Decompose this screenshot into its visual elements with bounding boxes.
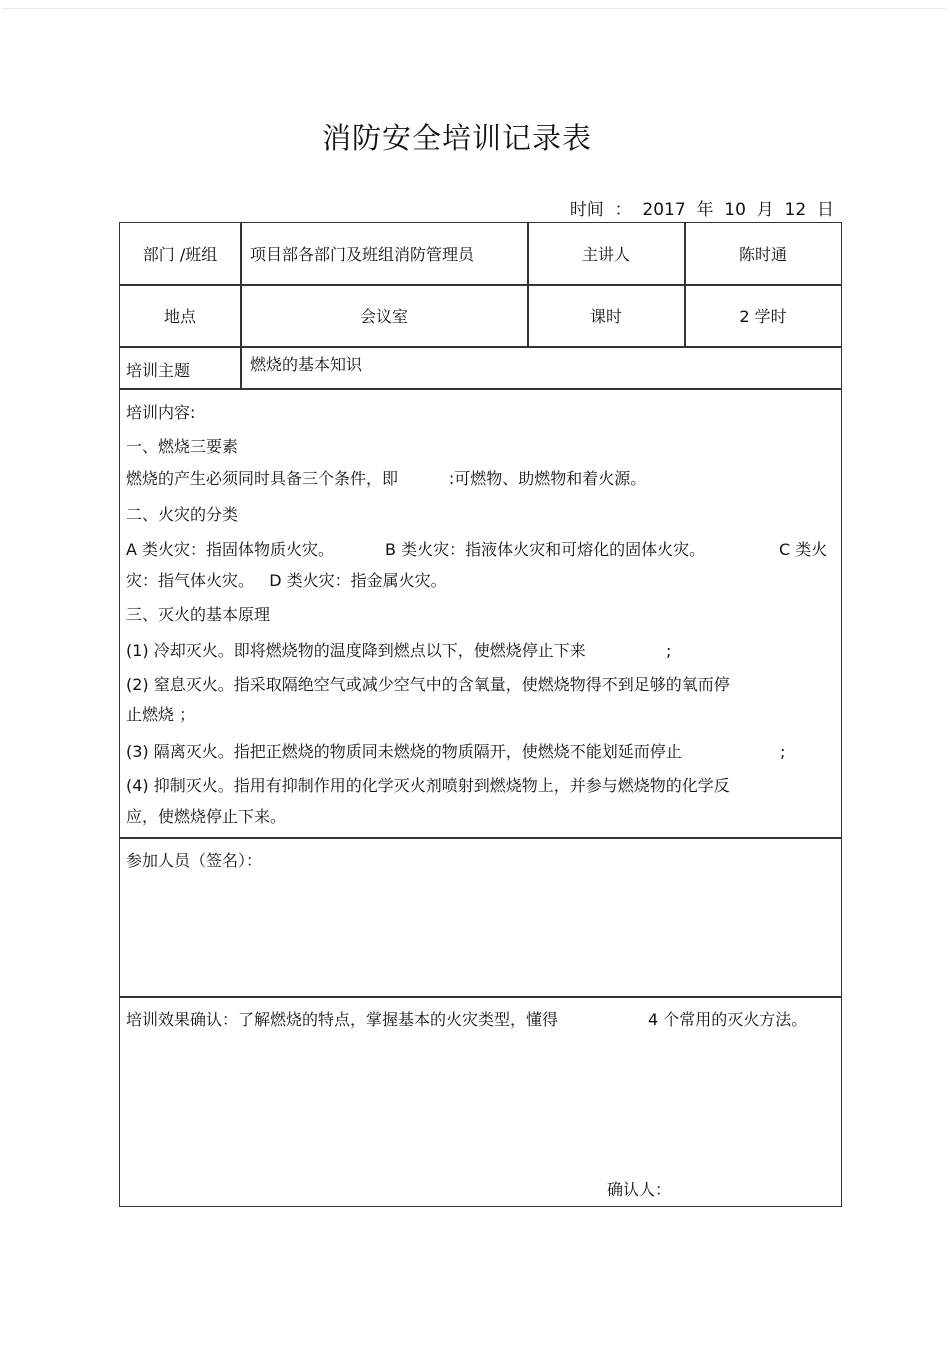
principle-3-end: ;: [780, 742, 786, 761]
effect-label-tail: 4 个常用的灭火方法。: [648, 1010, 808, 1029]
section3-title: 三、灭火的基本原理: [126, 605, 271, 624]
principle-4: (4) 抑制灭火。指用有抑制作用的化学灭火剂喷射到燃烧物上，并参与燃烧物的化学反: [126, 776, 730, 795]
speaker-value: 陈时通: [738, 245, 787, 264]
section1-title: 一、燃烧三要素: [126, 437, 239, 456]
principle-2-cont: 止燃烧 ；: [126, 705, 196, 724]
row-divider: [120, 996, 841, 998]
hours-value: 2 学时: [739, 307, 787, 326]
effect-label: 培训效果确认：了解燃烧的特点，掌握基本的火灾类型，懂得: [126, 1010, 559, 1029]
participants-label: 参加人员（签名）：: [126, 851, 263, 870]
topic-label: 培训主题: [126, 361, 191, 380]
confirm-label: 确认人：: [607, 1180, 672, 1199]
date-line: 时间 ： 2017 年 10 月 12 日: [569, 200, 834, 220]
place-value: 会议室: [359, 307, 408, 326]
class-a-fire: A 类火灾：指固体物质火灾。: [126, 540, 335, 559]
principle-1-end: ;: [666, 641, 672, 660]
row-divider: [120, 388, 841, 390]
dept-label: 部门 /班组: [142, 245, 218, 264]
page-title: 消防安全培训记录表: [321, 121, 592, 155]
place-label: 地点: [163, 307, 196, 326]
row-divider: [120, 346, 841, 348]
principle-3: (3) 隔离灭火。指把正燃烧的物质同未燃烧的物质隔开，使燃烧不能划延而停止: [126, 742, 682, 761]
class-b-fire: B 类火灾：指液体火灾和可熔化的固体火灾。: [385, 540, 706, 559]
content-header: 培训内容:: [126, 403, 196, 422]
topic-value: 燃烧的基本知识: [250, 355, 363, 374]
record-table: [119, 222, 842, 1207]
class-c-d-fire: 灾：指气体火灾。 D 类火灾：指金属火灾。: [126, 571, 447, 590]
principle-2: (2) 窒息灭火。指采取隔绝空气或减少空气中的含氧量，使燃烧物得不到足够的氧而停: [126, 675, 730, 694]
class-c-fire-start: C 类火: [779, 540, 828, 559]
section2-title: 二、火灾的分类: [126, 505, 239, 524]
principle-1: (1) 冷却灭火。即将燃烧物的温度降到燃点以下，使燃烧停止下来: [126, 641, 586, 660]
speaker-label: 主讲人: [581, 245, 630, 264]
principle-4-cont: 应，使燃烧停止下来。: [126, 807, 287, 826]
row-divider: [120, 837, 841, 839]
section1-text: 燃烧的产生必须同时具备三个条件，即 :可燃物、助燃物和着火源。: [126, 469, 647, 488]
hours-label: 课时: [589, 307, 622, 326]
dept-value: 项目部各部门及班组消防管理员: [250, 245, 475, 264]
